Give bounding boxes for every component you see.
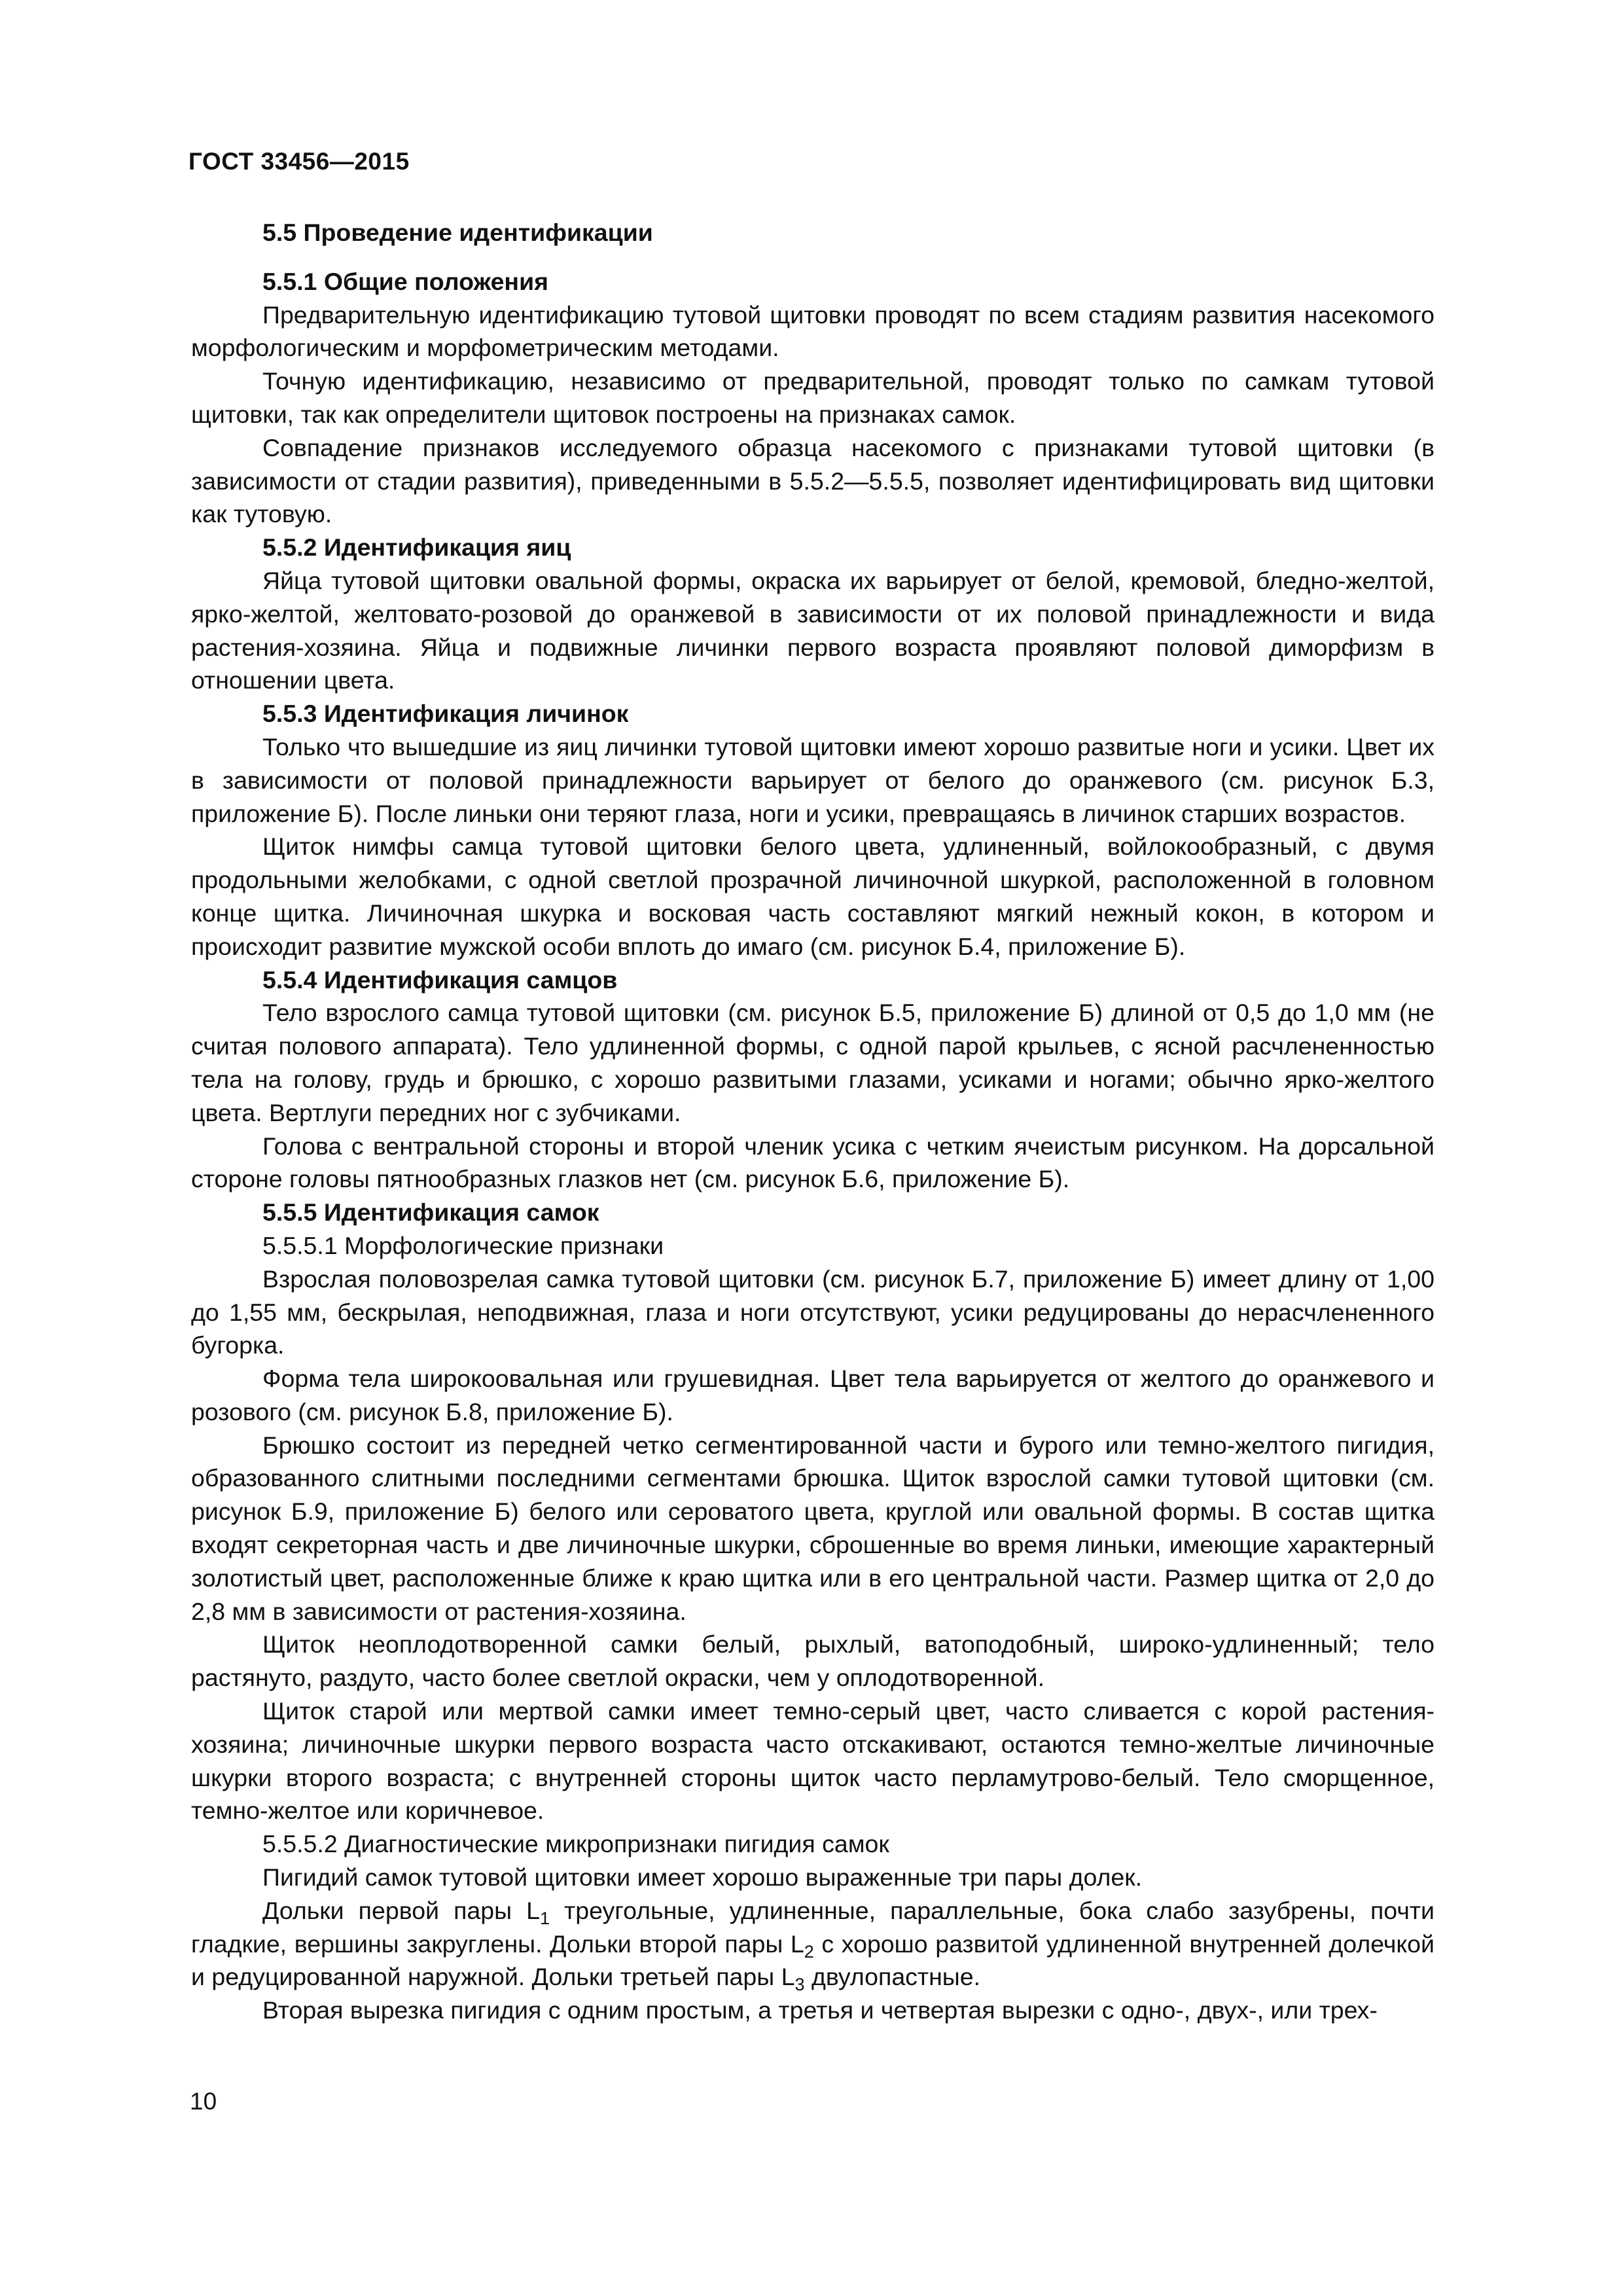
- subsection-heading: 5.5.2 Идентификация яиц: [262, 533, 571, 562]
- subsection-heading: 5.5.3 Идентификация личинок: [262, 700, 629, 728]
- paragraph: Совпадение признаков исследуемого образца насекомого с признаками тутовой щитовки (в зависимости от стадии развития), приведенными в 5.5.2—5.5.5, позволяет идентифицировать вид щитовки как тутовую.: [191, 433, 1435, 528]
- paragraph-text: двулопастные.: [804, 1963, 981, 1991]
- subsection-heading: 5.5.5 Идентификация самок: [262, 1198, 599, 1227]
- paragraph: Предварительную идентификацию тутовой щитовки проводят по всем стадиям развития насекомого морфологическим и морфометрическим методами.: [191, 300, 1435, 362]
- paragraph: Брюшко состоит из передней четко сегментированной части и бурого или темно-желтого пигидия, образованного слитными последними сегментами брюшка. Щиток взрослой самки тутовой щитовки (см. рисунок Б.9, приложение Б) белого или сероватого цвета, круглой или овальной формы. В состав щитка входят секреторная часть и две личиночные шкурки, сброшенные во время линьки, имеющие характерный золотистый цвет, расположенные ближе к краю щитка или в его центральной части. Размер щитка от 2,0 до 2,8 мм в зависимости от растения-хозяина.: [191, 1431, 1435, 1625]
- paragraph: Яйца тутовой щитовки овальной формы, окраска их варьирует от белой, кремовой, бледно-желтой, ярко-желтой, желтовато-розовой до оранжевой в зависимости от их половой принадлежности и вида растения-хозяина. Яйца и подвижные личинки первого возраста проявляют половой диморфизм в отношении цвета.: [191, 566, 1435, 694]
- subscript-index: 1: [539, 1908, 550, 1928]
- paragraph: [191, 1894, 1435, 1994]
- subsubsection-heading: 5.5.5.1 Морфологические признаки: [262, 1231, 664, 1259]
- subscript-index: 2: [804, 1941, 814, 1962]
- page-number: 10: [190, 2088, 217, 2115]
- paragraph: Щиток неоплодотворенной самки белый, рыхлый, ватоподобный, широко-удлиненный; тело растянуто, раздуто, часто более светлой окраски, чем у оплодотворенной.: [191, 1630, 1435, 1692]
- paragraph-text: с хорошо развитой удлиненной внутренней долечкой и редуцированной наружной. Дольки третьей пары L: [191, 1929, 1435, 1991]
- section-heading: 5.5 Проведение идентификации: [262, 219, 653, 246]
- paragraph: Форма тела широкоовальная или грушевидная. Цвет тела варьируется от желтого до оранжевого и розового (см. рисунок Б.8, приложение Б).: [191, 1365, 1435, 1426]
- subsection-heading: 5.5.1 Общие положения: [262, 267, 549, 295]
- paragraph: Только что вышедшие из яиц личинки тутовой щитовки имеют хорошо развитые ноги и усики. Цвет их в зависимости от половой принадлежности варьирует от белого до оранжевого (см. рисунок Б.3, приложение Б). После линьки они теряют глаза, ноги и усики, превращаясь в личинок старших возрастов.: [191, 732, 1435, 827]
- paragraph: Тело взрослого самца тутовой щитовки (см. рисунок Б.5, приложение Б) длиной от 0,5 до 1,0 мм (не считая полового аппарата). Тело удлиненной формы, с одной парой крыльев, с ясной расчлененностью тела на голову, грудь и брюшко, с хорошо развитыми глазами, усиками и ногами; обычно ярко-желтого цвета. Вертлуги передних ног с зубчиками.: [191, 999, 1435, 1126]
- paragraph: Пигидий самок тутовой щитовки имеет хорошо выраженные три пары долек.: [262, 1863, 1143, 1892]
- subsection-heading: 5.5.4 Идентификация самцов: [262, 965, 618, 994]
- paragraph-text: треугольные, удлиненные, параллельные, бока слабо зазубрены, почти гладкие, вершины закруглены. Дольки второй пары L: [191, 1896, 1435, 1958]
- paragraph: Вторая вырезка пигидия с одним простым, а третья и четвертая вырезки с одно-, двух-, или трех-: [262, 1996, 1378, 2024]
- document-body: [191, 216, 1435, 2027]
- subsubsection-heading: 5.5.5.2 Диагностические микропризнаки пигидия самок: [262, 1830, 889, 1858]
- paragraph-text: Дольки первой пары L: [262, 1896, 540, 1924]
- paragraph: Голова с вентральной стороны и второй членик усика с четким ячеистым рисунком. На дорсальной стороне головы пятнообразных глазков нет (см. рисунок Б.6, приложение Б).: [191, 1132, 1435, 1193]
- paragraph: Щиток старой или мертвой самки имеет темно-серый цвет, часто сливается с корой растения-хозяина; личиночные шкурки первого возраста часто отскакивают, остаются темно-желтые личиночные шкурки второго возраста; с внутренней стороны щиток часто перламутрово-белый. Тело сморщенное, темно-желтое или коричневое.: [191, 1697, 1435, 1825]
- subscript-index: 3: [794, 1975, 805, 1995]
- paragraph: Взрослая половозрелая самка тутовой щитовки (см. рисунок Б.7, приложение Б) имеет длину от 1,00 до 1,55 мм, бескрылая, неподвижная, глаза и ноги отсутствуют, усики редуцированы до нерасчлененного бугорка.: [191, 1265, 1435, 1359]
- paragraph: Щиток нимфы самца тутовой щитовки белого цвета, удлиненный, войлокообразный, с двумя продольными желобками, с одной светлой прозрачной личиночной шкуркой, расположенной в головном конце щитка. Личиночная шкурка и восковая часть составляют мягкий нежный кокон, в котором и происходит развитие мужской особи вплоть до имаго (см. рисунок Б.4, приложение Б).: [191, 833, 1435, 960]
- paragraph: Точную идентификацию, независимо от предварительной, проводят только по самкам тутовой щитовки, так как определители щитовок построены на признаках самок.: [191, 367, 1435, 428]
- document-header: ГОСТ 33456—2015: [188, 148, 410, 175]
